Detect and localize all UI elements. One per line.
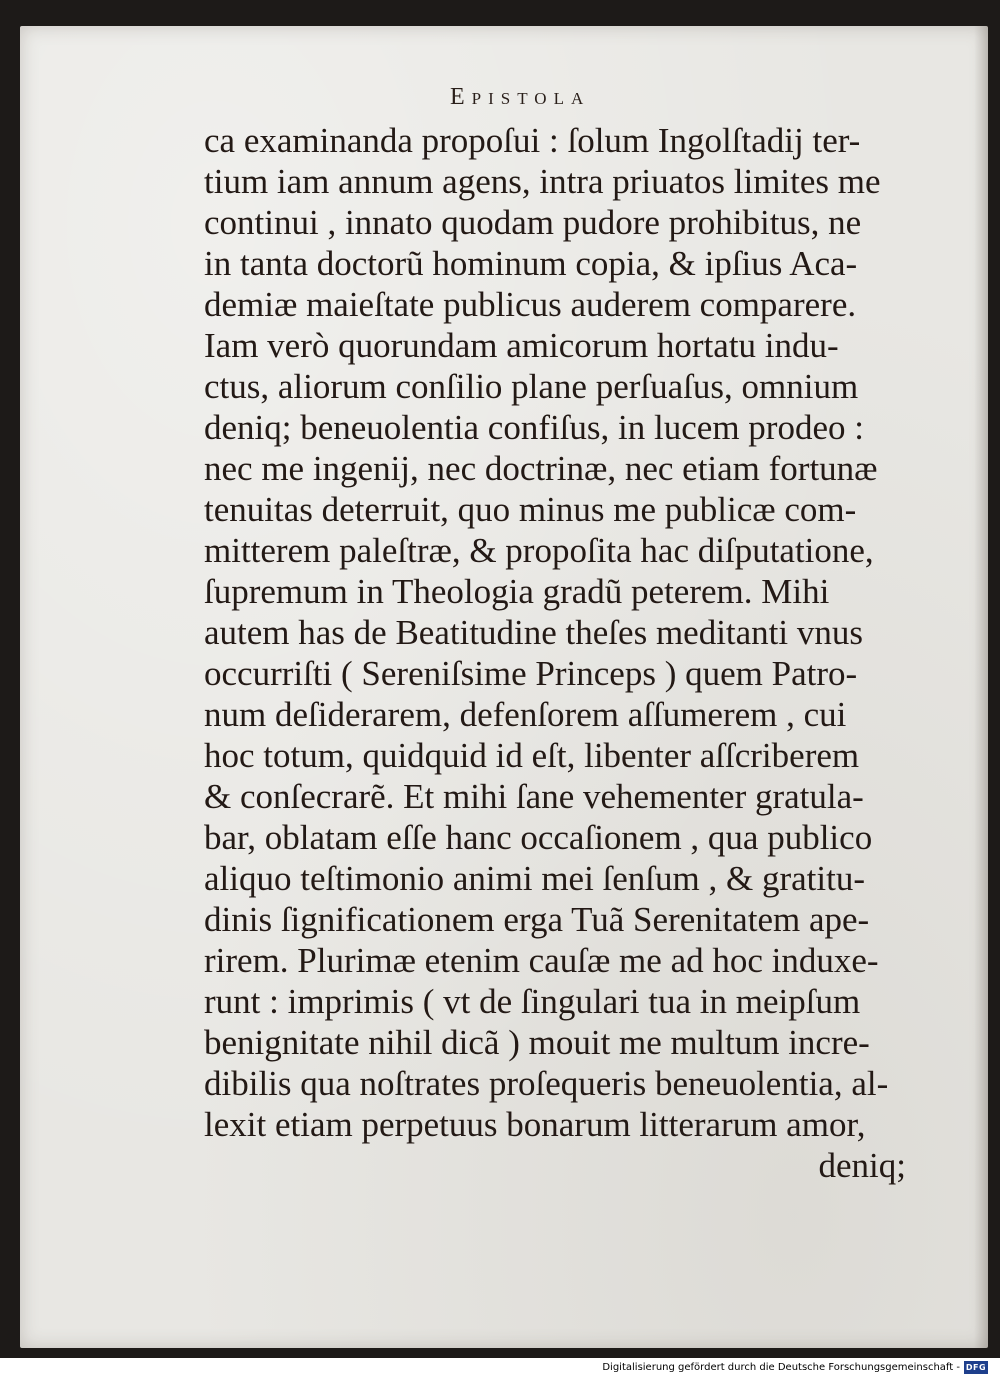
text-line: occurriſti ( Sereniſsime Princeps ) quem Patro-	[204, 654, 858, 693]
text-line: tium iam annum agens, intra priuatos limites me	[204, 162, 881, 201]
text-line: bar, oblatam eſſe hanc occaſionem , qua publico	[204, 818, 873, 857]
text-line: continui , innato quodam pudore prohibitus, ne	[204, 203, 862, 242]
text-line: in tanta doctorũ hominum copia, & ipſius Aca-	[204, 244, 858, 283]
text-line: mitterem paleſtræ, & propoſita hac diſputatione,	[204, 531, 874, 570]
text-line: hoc totum, quidquid id eſt, libenter aſſcriberem	[204, 736, 860, 775]
text-line: & conſecrarẽ. Et mihi ſane vehementer gratula-	[204, 777, 864, 816]
text-line: ca examinanda propoſui : ſolum Ingolſtadij ter-	[204, 121, 861, 160]
text-line: ctus, aliorum conſilio plane perſuaſus, omnium	[204, 367, 859, 406]
dfg-logo: DFG	[965, 1363, 987, 1372]
text-line: ſupremum in Theologia gradũ peterem. Mihi	[204, 572, 830, 611]
text-line: benignitate nihil dicã ) mouit me multum incre-	[204, 1023, 870, 1062]
text-line: aliquo teſtimonio animi mei ſenſum , & gratitu-	[204, 859, 866, 898]
body-text	[204, 120, 910, 1186]
text-line: num deſiderarem, defenſorem aſſumerem , cui	[204, 695, 847, 734]
text-line: autem has de Beatitudine theſes meditanti vnus	[204, 613, 864, 652]
text-line: lexit etiam perpetuus bonarum litterarum amor,	[204, 1105, 866, 1144]
text-line: deniq; beneuolentia confiſus, in lucem prodeo :	[204, 408, 864, 447]
digitization-credit: Digitalisierung gefördert durch die Deutsche Forschungsgemeinschaft -	[602, 1362, 960, 1373]
catchword: deniq;	[818, 1146, 906, 1185]
running-head: Epistola	[450, 84, 591, 110]
text-line: rirem. Plurimæ etenim cauſæ me ad hoc induxe-	[204, 941, 879, 980]
text-line: dinis ſignificationem erga Tuã Serenitatem ape-	[204, 900, 870, 939]
text-line: demiæ maieſtate publicus auderem comparere.	[204, 285, 857, 324]
page-edge-shadow	[974, 26, 988, 1348]
text-line: Iam verò quorundam amicorum hortatu indu-	[204, 326, 839, 365]
text-line: runt : imprimis ( vt de ſingulari tua in meipſum	[204, 982, 861, 1021]
text-line: nec me ingenij, nec doctrinæ, nec etiam fortunæ	[204, 449, 878, 488]
text-line: tenuitas deterruit, quo minus me publicæ com-	[204, 490, 857, 529]
text-line: dibilis qua noſtrates proſequeris beneuolentia, al-	[204, 1064, 889, 1103]
